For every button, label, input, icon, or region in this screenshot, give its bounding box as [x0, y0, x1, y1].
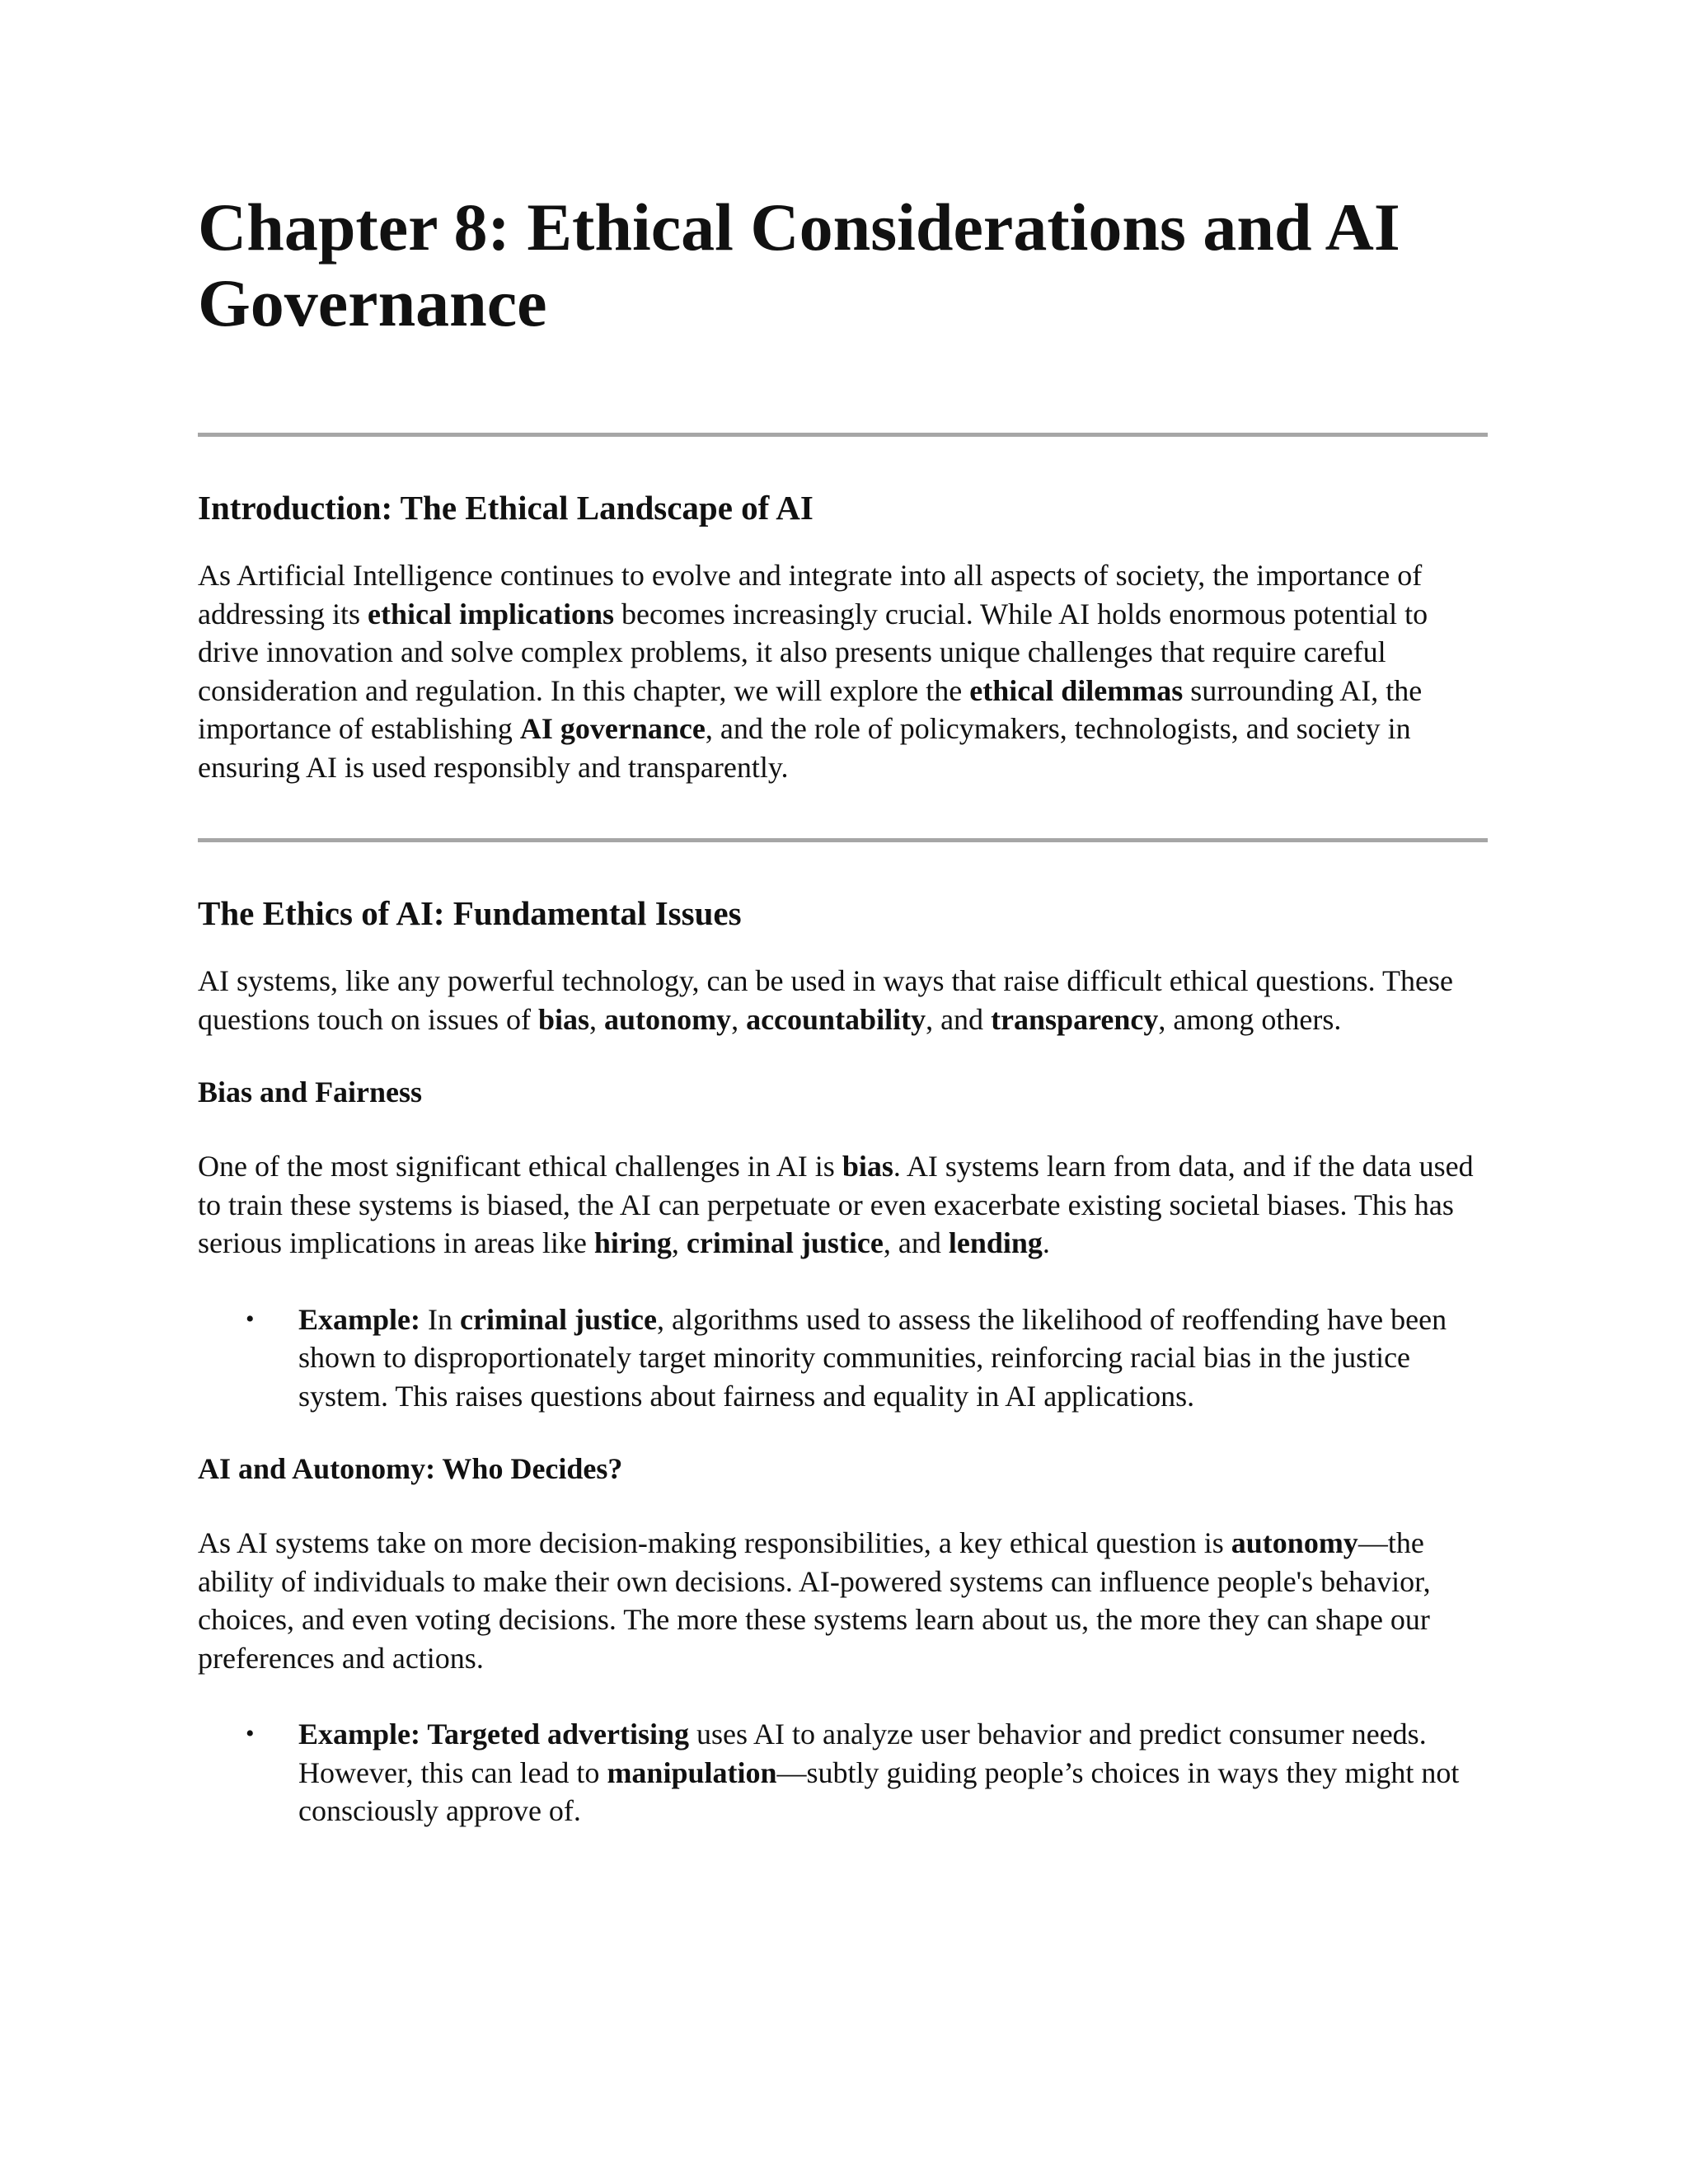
emphasis-transparency: transparency — [991, 1002, 1159, 1036]
text-run: One of the most significant ethical challenges in AI is — [198, 1150, 842, 1183]
autonomy-paragraph — [198, 1524, 1488, 1677]
document-page — [198, 190, 1488, 1830]
text-run: In — [420, 1302, 460, 1336]
text-run: . AI systems learn from data, and if the data used to train these systems is biased, the AI can perpetuate or even exacerbate existing societal biases. This has serious implications in areas like — [198, 1150, 1474, 1259]
autonomy-example-list — [198, 1715, 1488, 1830]
bias-subheading: Bias and Fairness — [198, 1076, 423, 1108]
text-run: , — [671, 1226, 687, 1259]
emphasis-criminal-justice: criminal justice — [460, 1302, 657, 1336]
emphasis-accountability: accountability — [746, 1002, 926, 1036]
list-item — [198, 1715, 1488, 1830]
text-run: , and the role of policymakers, technologists, and society in ensuring AI is used responsibly and transparently. — [198, 712, 1411, 784]
text-run: uses AI to analyze user behavior and predict consumer needs. However, this can lead to — [298, 1718, 1427, 1789]
emphasis-bias: bias — [537, 1002, 590, 1036]
emphasis-hiring: hiring — [593, 1226, 672, 1259]
text-run: , and — [883, 1226, 949, 1259]
emphasis-autonomy: autonomy — [604, 1002, 732, 1036]
text-run: , among others. — [1158, 1002, 1342, 1036]
emphasis-autonomy: autonomy — [1231, 1526, 1358, 1559]
text-run: —the ability of individuals to make their own decisions. AI-powered systems can influence people's behavior, choices, and even voting decisions. The more these systems learn about us, the more they can shape our preferences and actions. — [198, 1526, 1431, 1675]
autonomy-subheading: AI and Autonomy: Who Decides? — [198, 1452, 623, 1485]
bullet-icon: • — [246, 1305, 255, 1333]
emphasis-ai-governance: AI governance — [519, 712, 706, 745]
text-run: As Artificial Intelligence continues to evolve and integrate into all aspects of society, the importance of addressing its — [198, 559, 1423, 630]
bias-example-list — [198, 1301, 1488, 1416]
text-run: —subtly guiding people’s choices in ways they might not consciously approve of. — [298, 1755, 1460, 1827]
text-run: . — [1042, 1226, 1050, 1259]
divider-middle — [198, 838, 1488, 842]
chapter-title: Chapter 8: Ethical Considerations and AI Governance — [198, 190, 1400, 340]
text-run: , algorithms used to assess the likelihood of reoffending have been shown to disproportionately target minority communities, reinforcing racial bias in the justice system. This raises questions about fairness and equality in AI applications. — [298, 1302, 1447, 1413]
ethics-heading: The Ethics of AI: Fundamental Issues — [198, 894, 742, 932]
emphasis-criminal-justice: criminal justice — [686, 1226, 884, 1259]
emphasis-manipulation: manipulation — [607, 1755, 777, 1789]
text-run: becomes increasingly crucial. While AI holds enormous potential to drive innovation and solve complex problems, it also presents unique challenges that require careful consideration and regulation. In this chapter, we will explore the — [198, 597, 1428, 707]
text-run: surrounding AI, the importance of establishing — [198, 673, 1423, 745]
text-run: , — [731, 1002, 747, 1036]
intro-heading: Introduction: The Ethical Landscape of AI — [198, 489, 814, 527]
divider-top — [198, 433, 1488, 437]
text-run: , and — [926, 1002, 992, 1036]
bias-paragraph — [198, 1147, 1488, 1263]
ethics-paragraph — [198, 962, 1488, 1038]
text-run: As AI systems take on more decision-making responsibilities, a key ethical question is — [198, 1526, 1231, 1559]
text-run: AI systems, like any powerful technology, can be used in ways that raise difficult ethical questions. These questions touch on issues of — [198, 964, 1453, 1036]
bullet-icon: • — [246, 1720, 255, 1747]
emphasis-ethical-implications: ethical implications — [367, 597, 614, 630]
example-label: Example: — [298, 1302, 420, 1336]
list-item — [198, 1301, 1488, 1416]
emphasis-lending: lending — [948, 1226, 1043, 1259]
emphasis-ethical-dilemmas: ethical dilemmas — [969, 673, 1184, 707]
intro-paragraph — [198, 556, 1488, 786]
example-label: Example: Targeted advertising — [298, 1718, 689, 1750]
emphasis-bias: bias — [842, 1150, 893, 1183]
text-run: , — [589, 1002, 605, 1036]
